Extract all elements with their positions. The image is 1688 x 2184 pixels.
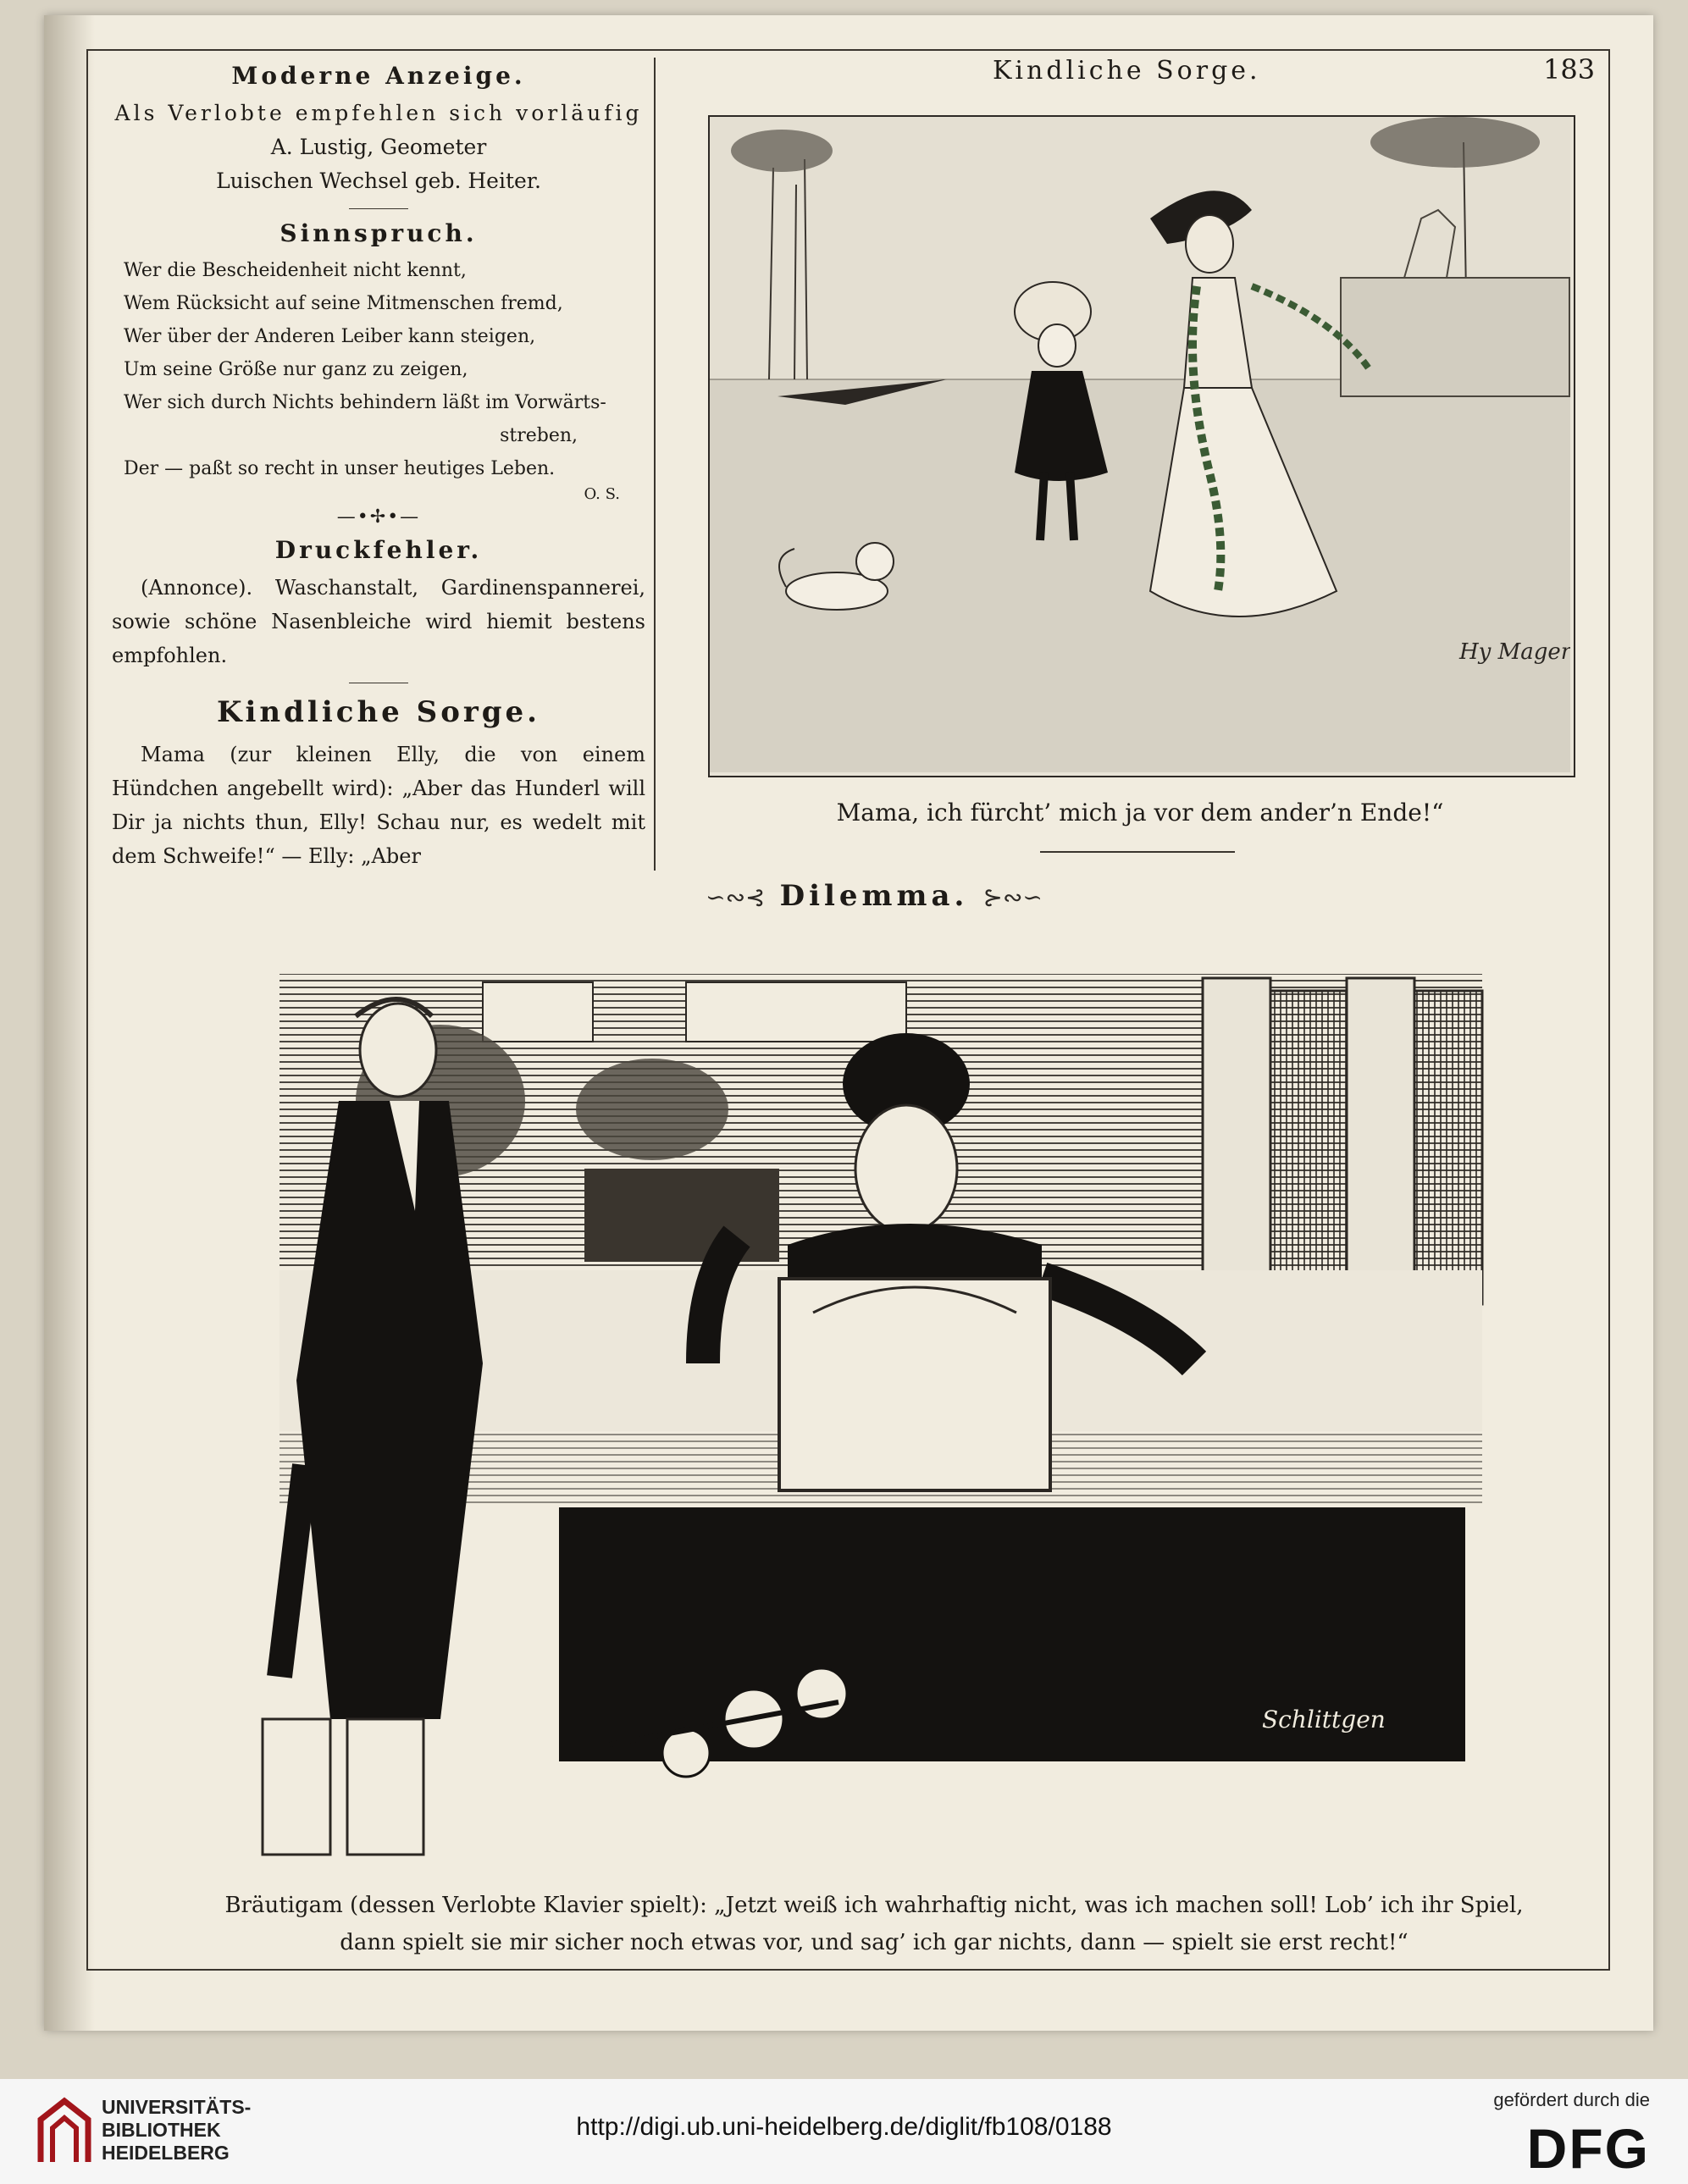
poem-line: Der — paßt so recht in unser heutiges Leben. <box>124 458 556 479</box>
dfg-logo[interactable]: DFG <box>1526 2117 1650 2180</box>
anzeige-line-2: A. Lustig, Geometer <box>270 135 487 159</box>
column-divider <box>654 58 656 871</box>
scanned-page <box>44 15 1653 2031</box>
kindliche-sorge-text: Mama (zur kleinen Elly, die von einem Hündchen angebellt wird): „Aber das Hunderl will Dir ja nichts thun, Elly! Schau nur, es wedelt mit dem Schweife!“ — Elly: „Aber <box>112 743 645 868</box>
funded-by-label: gefördert durch die <box>1493 2089 1650 2110</box>
page-number: 183 <box>1543 53 1596 86</box>
dilemma-title: Dilemma. <box>779 879 969 913</box>
poem-line: Wer die Bescheidenheit nicht kennt, <box>124 260 467 281</box>
illustration-piano-scene <box>229 957 1499 1863</box>
illustration-drawing <box>229 957 1499 1863</box>
permalink-url[interactable]: http://digi.ub.uni-heidelberg.de/diglit/fb108/0188 <box>576 2113 1112 2141</box>
illustration-drawing <box>710 117 1570 772</box>
artist-signature: Schlittgen <box>1262 1706 1386 1733</box>
sinnspruch-poem <box>124 254 645 485</box>
running-head: Kindliche Sorge. <box>993 56 1261 86</box>
moderne-anzeige-title: Moderne Anzeige. <box>231 62 526 90</box>
kindliche-sorge-title: Kindliche Sorge. <box>216 695 541 729</box>
sinnspruch-title: Sinnspruch. <box>279 219 478 247</box>
ornament-divider: —•✢•— <box>336 506 421 528</box>
poem-signature: O. S. <box>584 485 620 503</box>
anzeige-line-1: Als Verlobte empfehlen sich vorläufig <box>114 101 643 125</box>
poem-line: Wer sich durch Nichts behindern läßt im Vorwärts- <box>124 392 606 413</box>
artist-signature: Hy Mager <box>1459 639 1570 665</box>
poem-line: Wer über der Anderen Leiber kann steigen, <box>124 326 536 347</box>
dilemma-heading <box>637 879 1111 913</box>
left-flourish-icon: ∽∾⊰ <box>706 883 766 911</box>
illustration-mother-child-dog <box>708 115 1575 777</box>
illustration-1-caption: Mama, ich fürcht’ mich ja vor dem ander’n Ende!“ <box>836 799 1444 827</box>
anzeige-line-3: Luischen Wechsel geb. Heiter. <box>216 169 541 193</box>
right-flourish-icon: ⊱∾∽ <box>982 883 1043 911</box>
library-name[interactable]: UNIVERSITÄTS- BIBLIOTHEK HEIDELBERG <box>102 2096 252 2164</box>
druckfehler-text: (Annonce). Waschanstalt, Gardinenspannerei, sowie schöne Nasenbleiche wird hiemit bestens empfohlen. <box>112 576 645 667</box>
poem-line: streben, <box>500 425 578 446</box>
poem-line: Um seine Größe nur ganz zu zeigen, <box>124 359 468 380</box>
dilemma-caption: Bräutigam (dessen Verlobte Klavier spielt): „Jetzt weiß ich wahrhaftig nicht, was ich machen soll! Lob’ ich ihr Spiel, dann spielt sie mir sicher noch etwas vor, und sag’ ich gar nichts, dann — spielt sie erst recht!“ <box>224 1893 1524 1955</box>
viewer-footer <box>0 2079 1688 2184</box>
druckfehler-title: Druckfehler. <box>274 536 483 564</box>
folding-screen <box>1203 978 1482 1304</box>
left-column <box>112 53 645 873</box>
divider-rule <box>349 208 408 209</box>
poem-line: Wem Rücksicht auf seine Mitmenschen fremd, <box>124 293 563 314</box>
divider-rule <box>1040 851 1235 853</box>
